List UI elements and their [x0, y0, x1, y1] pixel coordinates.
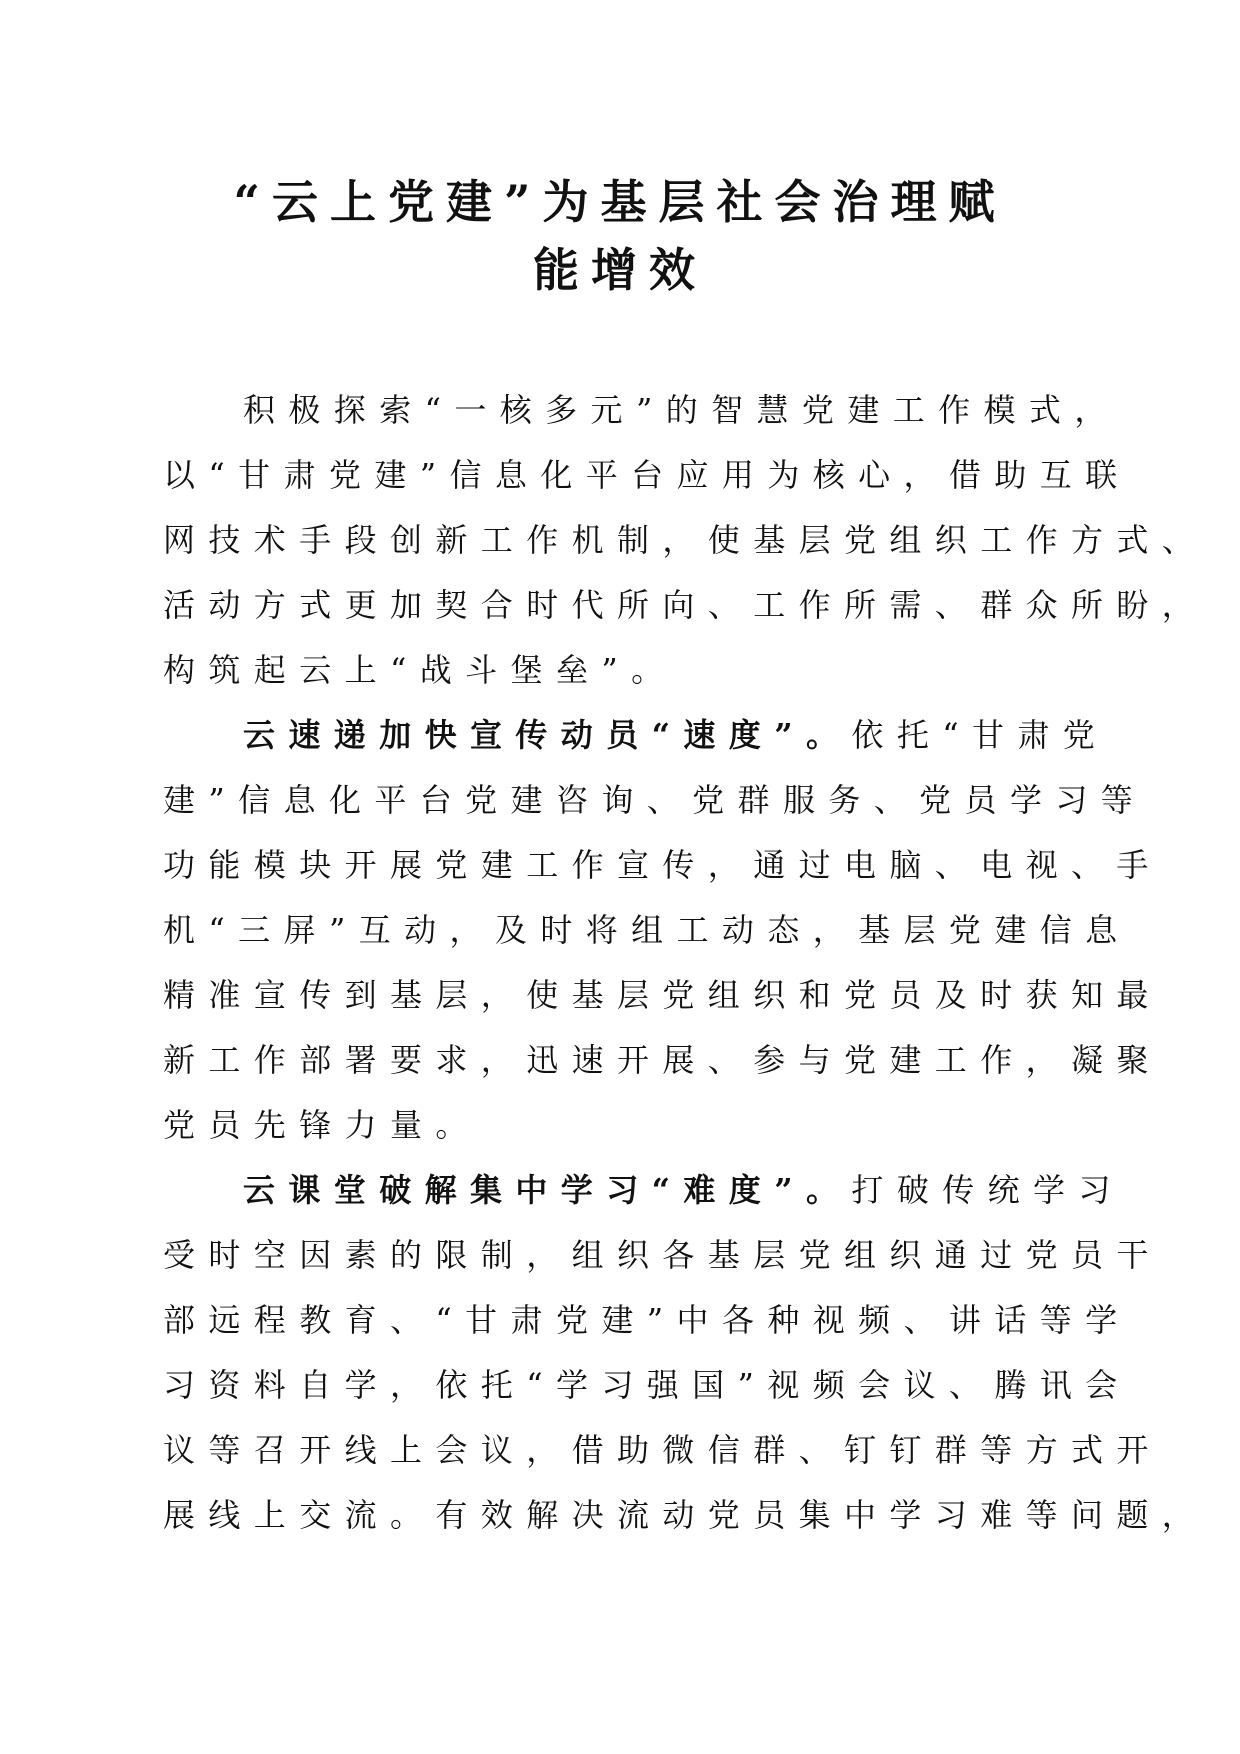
paragraph-line-text: 打破传统学习: [851, 1171, 1124, 1209]
document-title: [160, 168, 1080, 304]
paragraph-line: 精准宣传到基层，使基层党组织和党员及时获知最: [163, 976, 1162, 1014]
paragraph-first-line: [163, 703, 1109, 768]
paragraph-intro: [163, 378, 1208, 703]
paragraph-line: 部远程教育、“甘肃党建”中各种视频、讲话等学: [163, 1301, 1131, 1339]
paragraph-line: 习资料自学，依托“学习强国”视频会议、腾讯会: [163, 1366, 1131, 1404]
title-line-2: 能增效: [533, 243, 707, 297]
paragraph-line: 积极探索“一核多元”的智慧党建工作模式，: [243, 391, 1120, 429]
paragraph-line: 受时空因素的限制，组织各基层党组织通过党员干: [163, 1236, 1162, 1274]
paragraph-line: 网技术手段创新工作机制，使基层党组织工作方式、: [163, 521, 1208, 559]
paragraph-first-line: [163, 1158, 1124, 1223]
paragraph-line: 党员先锋力量。: [163, 1106, 481, 1144]
paragraph-line: 机“三屏”互动，及时将组工动态，基层党建信息: [163, 911, 1131, 949]
paragraph-line: 议等召开线上会议，借助微信群、钉钉群等方式开: [163, 1431, 1162, 1469]
paragraph-lead-heading: 云速递加快宣传动员“速度”。: [243, 716, 852, 754]
document-body: [163, 378, 1208, 1548]
paragraph-line: 功能模块开展党建工作宣传，通过电脑、电视、手: [163, 846, 1162, 884]
paragraph-cloud-classroom: [163, 1158, 1208, 1548]
title-line-1: “云上党建”为基层社会治理赋: [233, 175, 1007, 229]
paragraph-cloud-express: [163, 703, 1162, 1158]
paragraph-lead-heading: 云课堂破解集中学习“难度”。: [243, 1171, 852, 1209]
paragraph-line: 建”信息化平台党建咨询、党群服务、党员学习等: [163, 781, 1147, 819]
paragraph-line: 以“甘肃党建”信息化平台应用为核心，借助互联: [163, 456, 1131, 494]
paragraph-line: 新工作部署要求，迅速开展、参与党建工作，凝聚: [163, 1041, 1162, 1079]
paragraph-line: 展线上交流。有效解决流动党员集中学习难等问题，: [163, 1496, 1208, 1534]
paragraph-line-text: 依托“甘肃党: [851, 716, 1109, 754]
paragraph-line: 构筑起云上“战斗堡垒”。: [163, 651, 677, 689]
paragraph-line: 活动方式更加契合时代所向、工作所需、群众所盼，: [163, 586, 1208, 624]
